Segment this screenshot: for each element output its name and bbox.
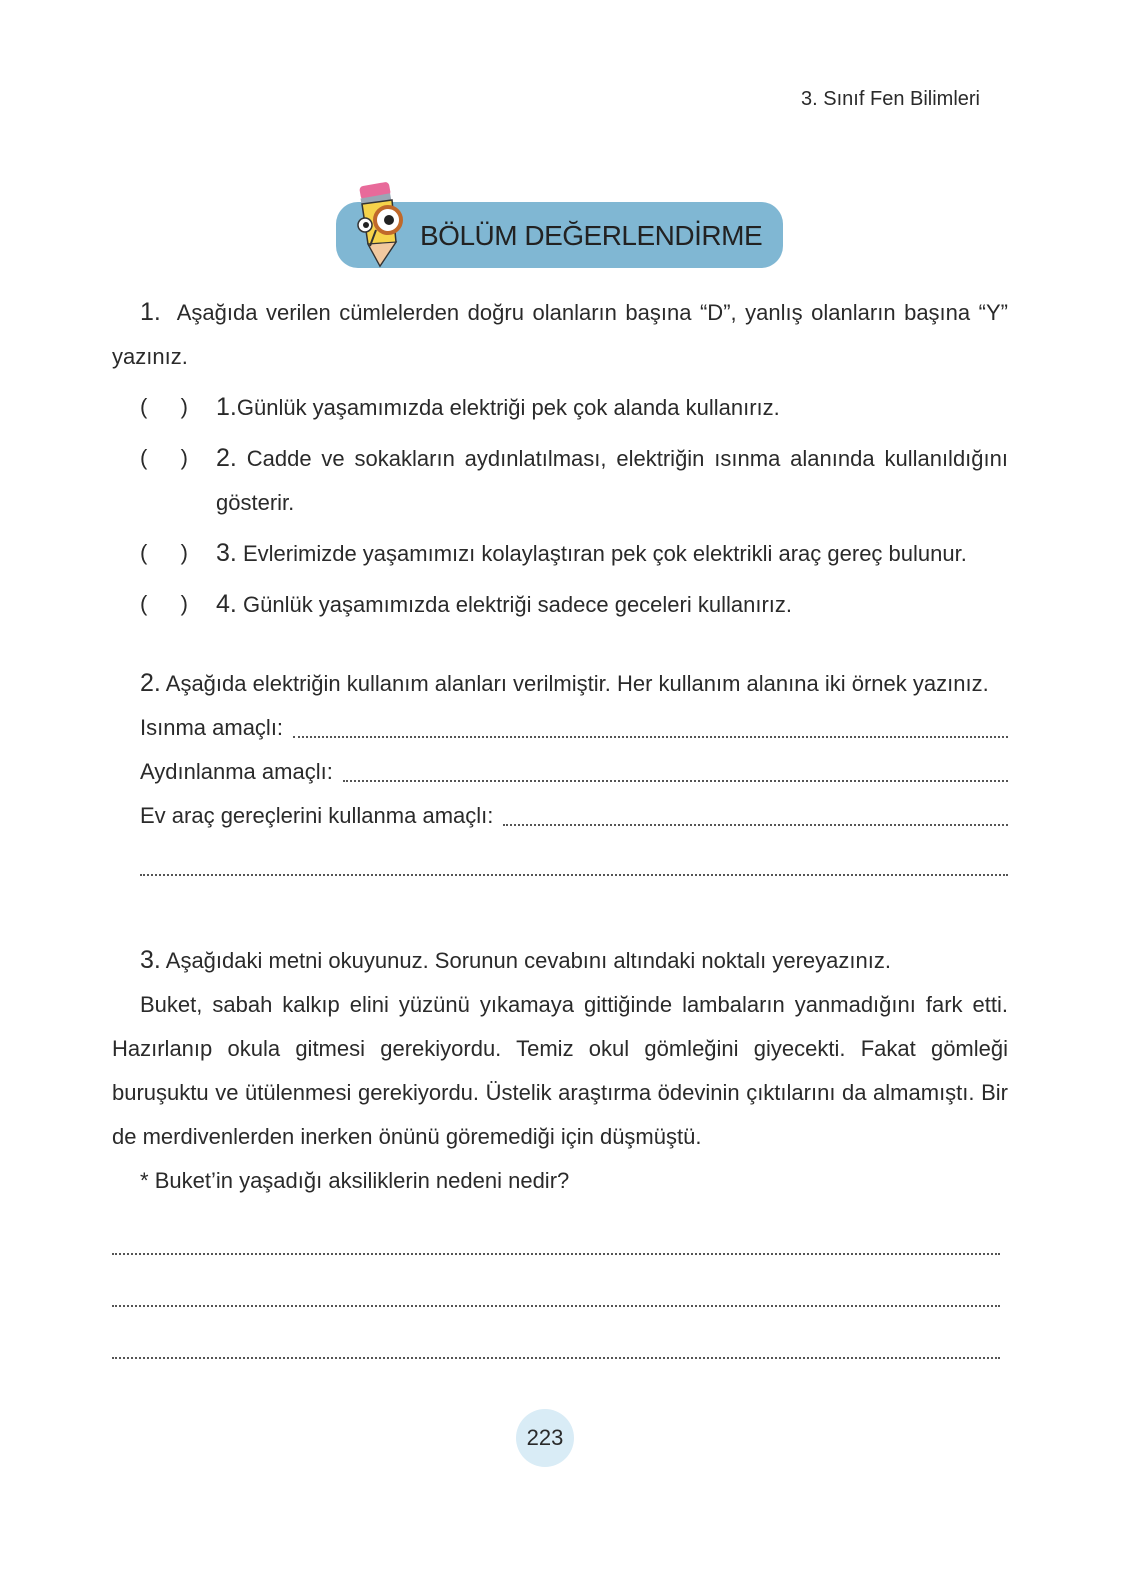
answer-paren-open[interactable]: ( bbox=[140, 540, 148, 565]
answer-paren-close: ) bbox=[180, 445, 188, 470]
answer-paren-close: ) bbox=[180, 591, 188, 616]
answer-line[interactable] bbox=[112, 1307, 1000, 1359]
answer-line[interactable] bbox=[112, 1255, 1000, 1307]
q1-text bbox=[112, 290, 1008, 379]
q3-paragraph bbox=[112, 983, 1008, 1159]
q1-text-line2: “Y” yazınız. bbox=[112, 300, 1008, 369]
field-lighting bbox=[140, 750, 1008, 794]
q3-paragraph-line: buruşuktu ve ütülenmesi gerekiyordu. Üstelik araştırma ödevinin çıktılarını da almamıştı. bbox=[112, 1080, 975, 1105]
answer-paren-open[interactable]: ( bbox=[140, 445, 148, 470]
q1-item bbox=[112, 531, 1008, 576]
field-label-lighting: Aydınlanma amaçlı: bbox=[140, 759, 333, 784]
q3-number: 3. bbox=[140, 946, 161, 974]
q1-text-line1: Aşağıda verilen cümlelerden doğru olanların başına “D”, yanlış olanların başına bbox=[176, 300, 971, 325]
answer-paren-close: ) bbox=[180, 394, 188, 419]
item-number: 2. bbox=[216, 444, 237, 472]
q1-item bbox=[112, 436, 1008, 525]
worksheet-content bbox=[112, 0, 1008, 1467]
item-text: Günlük yaşamımızda elektriği pek çok alanda kullanırız. bbox=[236, 395, 780, 420]
q3-paragraph-line: Hazırlanıp okula gitmesi gerekiyordu. Temiz okul gömleğini giyecekti. Fakat gömleği bbox=[112, 1036, 1008, 1061]
subject-header: 3. Sınıf Fen Bilimleri bbox=[801, 88, 980, 110]
item-text: Evlerimizde yaşamımızı kolaylaştıran pek çok elektrikli araç gereç bulunur. bbox=[242, 541, 967, 566]
q3-question bbox=[112, 1159, 1008, 1203]
answer-paren-open[interactable]: ( bbox=[140, 394, 148, 419]
field-heating bbox=[140, 706, 1008, 750]
field-label-heating: Isınma amaçlı: bbox=[140, 715, 284, 740]
answer-paren-close: ) bbox=[180, 540, 188, 565]
answer-line[interactable] bbox=[112, 1203, 1000, 1255]
q3-question-text: Buket’in yaşadığı aksiliklerin nedeni nedir? bbox=[154, 1168, 570, 1193]
q1-item bbox=[112, 582, 1008, 627]
item-number: 4. bbox=[216, 590, 237, 618]
field-appliances bbox=[140, 794, 1008, 838]
item-text: Cadde ve sokakların aydınlatılması, elektriğin ısınma alanında kullanıldığını bbox=[246, 446, 1008, 471]
item-number: 3. bbox=[216, 539, 237, 567]
item-number: 1. bbox=[216, 393, 237, 421]
q3-paragraph-line: Buket, sabah kalkıp elini yüzünü yıkamaya gittiğinde lambaların yanmadığını fark etti. bbox=[140, 992, 1008, 1017]
q3-paragraph-line: Bir de merdivenlerden inerken önünü göremediği için düşmüştü. bbox=[112, 1080, 1008, 1149]
answer-line-extra[interactable] bbox=[140, 874, 1008, 876]
q2-text bbox=[112, 661, 1008, 706]
answer-line-lighting[interactable] bbox=[343, 780, 1008, 782]
q3-instruction bbox=[112, 938, 1008, 983]
answer-row-extra bbox=[140, 838, 1008, 882]
q1-item bbox=[112, 385, 1008, 430]
page-number: 223 bbox=[516, 1409, 574, 1467]
answer-line-appliances[interactable] bbox=[503, 824, 1008, 826]
field-label-appliances: Ev araç gereçlerini kullanma amaçlı: bbox=[140, 803, 494, 828]
q1-number: 1. bbox=[140, 298, 161, 326]
q3-text: Aşağıdaki metni okuyunuz. Sorunun cevabını altındaki noktalı yereyazınız. bbox=[165, 948, 891, 973]
answer-line-heating[interactable] bbox=[293, 736, 1008, 738]
item-text-cont: gösterir. bbox=[216, 490, 295, 515]
answer-paren-open[interactable]: ( bbox=[140, 591, 148, 616]
bullet-asterisk-icon: * bbox=[140, 1168, 149, 1193]
item-text: Günlük yaşamımızda elektriği sadece geceleri kullanırız. bbox=[242, 592, 793, 617]
banner-title: BÖLÜM DEĞERLENDİRME bbox=[420, 220, 763, 251]
q2-number: 2. bbox=[140, 669, 161, 697]
q2-text-line2: yazınız. bbox=[912, 671, 989, 696]
q2-text-line1: Aşağıda elektriğin kullanım alanları verilmiştir. Her kullanım alanına iki örnek bbox=[165, 671, 907, 696]
